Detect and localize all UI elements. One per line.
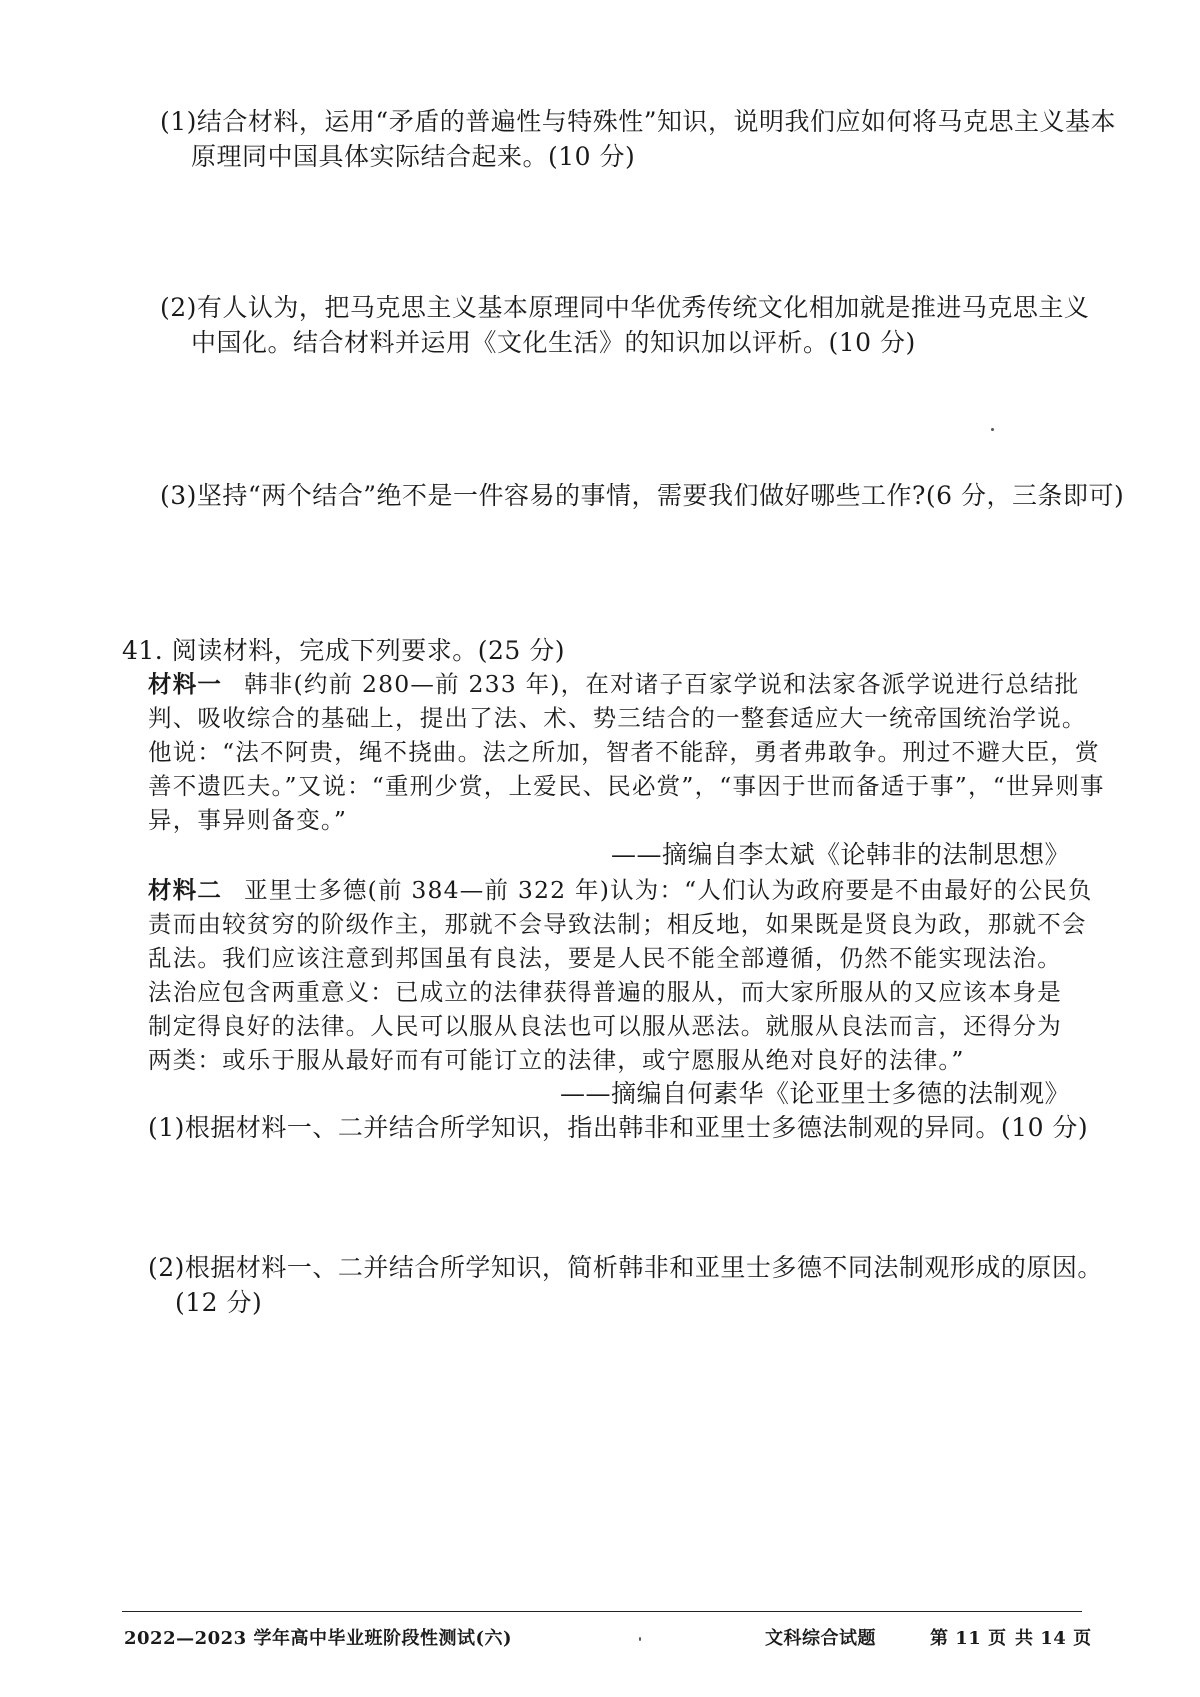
material-two-line1: 材料二 亚里士多德(前 384—前 322 年)认为：“人们认为政府要是不由最好的公民负: [148, 876, 1093, 904]
material-two-line6: 两类：或乐于服从最好而有可能订立的法律，或宁愿服从绝对良好的法律。”: [148, 1046, 965, 1074]
material-two-line4: 法治应包含两重意义：已成立的法律获得普遍的服从，而大家所服从的又应该本身是: [148, 978, 1062, 1006]
material-two-line3: 乱法。我们应该注意到邦国虽有良法，要是人民不能全部遵循，仍然不能实现法治。: [148, 944, 1062, 972]
material-two-source: ——摘编自何素华《论亚里士多德的法制观》: [559, 1079, 1070, 1108]
material-one-source: ——摘编自李太斌《论韩非的法制思想》: [610, 840, 1070, 869]
scan-speck: [991, 428, 994, 431]
q41-heading: 41. 阅读材料，完成下列要求。(25 分): [122, 636, 565, 665]
q41-part1: (1)根据材料一、二并结合所学知识，指出韩非和亚里士多德法制观的异同。(10 分): [148, 1113, 1089, 1142]
footer-subject: 文科综合试题: [765, 1628, 876, 1649]
q40-part2-line2: 中国化。结合材料并运用《文化生活》的知识加以评析。(10 分): [191, 328, 916, 357]
q40-part2-line1: (2)有人认为，把马克思主义基本原理同中华优秀传统文化相加就是推进马克思主义: [160, 293, 1090, 322]
material-one-line2: 判、吸收综合的基础上，提出了法、术、势三结合的一整套适应大一统帝国统治学说。: [148, 704, 1087, 732]
material-two-label: 材料二: [148, 876, 223, 904]
material-two-line5: 制定得良好的法律。人民可以服从良法也可以服从恶法。就服从良法而言，还得分为: [148, 1012, 1062, 1040]
material-one-line3: 他说：“法不阿贵，绳不挠曲。法之所加，智者不能辞，勇者弗敢争。刑过不避大臣，赏: [148, 738, 1100, 766]
material-two-line2: 责而由较贫穷的阶级作主，那就不会导致法制；相反地，如果既是贤良为政，那就不会: [148, 910, 1087, 938]
material-one-line5: 异，事异则备变。”: [148, 806, 348, 834]
footer-total-pages: 共 14 页: [1015, 1628, 1092, 1649]
material-one-line4: 善不遗匹夫。”又说：“重刑少赏，上爱民、民必赏”，“事因于世而备适于事”，“世异则事: [148, 772, 1105, 800]
q41-part2-line2: (12 分): [175, 1288, 263, 1317]
q40-part1-line1: (1)结合材料，运用“矛盾的普遍性与特殊性”知识，说明我们应如何将马克思主义基本: [160, 107, 1116, 136]
q40-part1-line2: 原理同中国具体实际结合起来。(10 分): [191, 142, 636, 171]
q40-part3: (3)坚持“两个结合”绝不是一件容易的事情，需要我们做好哪些工作?(6 分，三条即可): [160, 481, 1125, 510]
footer-exam-title: 2022—2023 学年高中毕业班阶段性测试(六): [124, 1628, 512, 1649]
footer-page-number: 第 11 页: [930, 1628, 1007, 1649]
material-one-label: 材料一: [148, 670, 223, 698]
footer-divider: [122, 1611, 1082, 1612]
material-one-line1: 材料一 韩非(约前 280—前 233 年)，在对诸子百家学说和法家各派学说进行总结批: [148, 670, 1080, 698]
q41-part2-line1: (2)根据材料一、二并结合所学知识，简析韩非和亚里士多德不同法制观形成的原因。: [148, 1253, 1103, 1282]
scan-speck: [639, 1637, 641, 1641]
